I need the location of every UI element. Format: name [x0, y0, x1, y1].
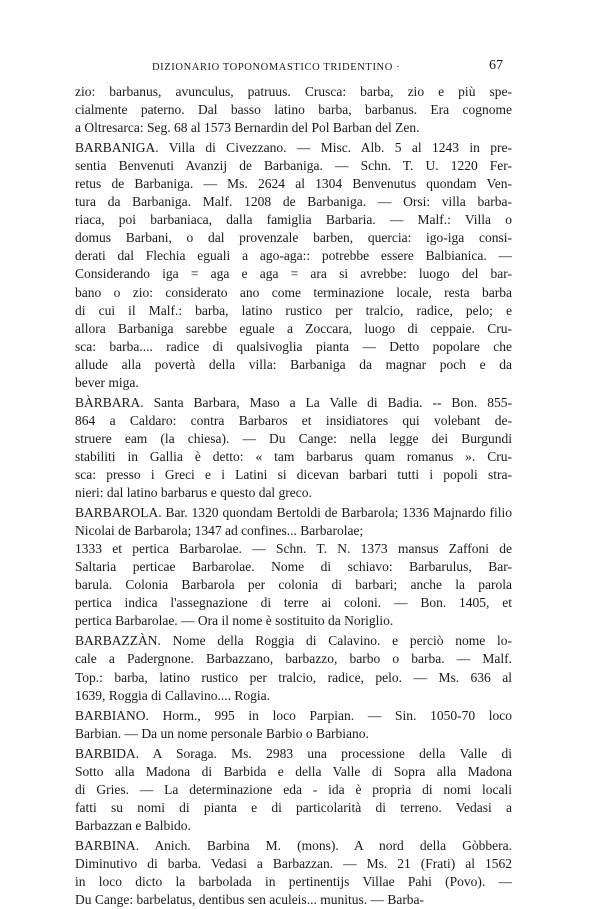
entry-barbida	[75, 745, 512, 835]
text-line: allude alla povertà della villa: Barbaniga da magnar poch e da	[75, 356, 512, 372]
text-line: Barbazzan e Balbido.	[75, 817, 191, 833]
entry-barbazzan	[75, 632, 512, 704]
text-line: retus de Barbaniga. — Ms. 2624 al 1304 Benvenutus quondam Ven-	[75, 176, 512, 192]
text-line: a Oltresarca: Seg. 68 al 1573 Bernardin del Pol Barban del Zen.	[75, 120, 420, 136]
paragraph	[75, 83, 512, 137]
text-line: allora Barbaniga sarebbe eguale a Zoccara, luogo di ceppaie. Cru-	[75, 320, 512, 336]
text-line: pertica indica l'assegnazione di terre ai coloni. — Bon. 1405, et	[75, 595, 512, 611]
text-line: sca: barba.... radice di qualsivoglia pianta — Detto popolare che	[75, 338, 512, 354]
text-line: bano o zio: considerato ano come terminazione locale, resta barba	[75, 284, 512, 300]
text-line: 864 a Caldaro: contra Barbaros et insidiatores qui volebant de-	[75, 412, 512, 428]
text-line: riaca, poi barbaniaca, dalla famiglia Barbaria. — Malf.: Villa o	[75, 212, 512, 228]
text-line: domus Barbani, o dal provenzale barben, quercia: igo-iga consi-	[75, 230, 512, 246]
text-line: BARBIDA. A Soraga. Ms. 2983 una processione della Valle di	[75, 745, 512, 761]
text-line: 1639, Roggia di Callavino.... Rogia.	[75, 687, 270, 703]
text-line: derati dal Flechia eguali a ago-aga:: potrebbe essere Balbianica. —	[75, 248, 512, 264]
text-line: zio: barbanus, avunculus, patruus. Crusca: barba, zio e più spe-	[75, 84, 512, 99]
body-text	[75, 83, 512, 909]
text-line: cale a Padergnone. Barbazzano, barbazzo, barbo o barba. — Malf.	[75, 651, 512, 667]
text-line: BARBAROLA. Bar. 1320 quondam Bertoldi de Barbarola; 1336 Majnardo filio Nicolai de Barbarola; 1347 ad confines... Barbarolae;	[75, 505, 512, 539]
text-line: BARBAZZÀN. Nome della Roggia di Calavino. e perciò nome lo-	[75, 633, 512, 649]
text-line: Considerando iga = aga e aga = ara si avrebbe: luogo del bar-	[75, 266, 512, 282]
text-line: cialmente paterno. Dal basso latino barba, barbanus. Era cognome	[75, 102, 512, 118]
text-line: Barbian. — Da un nome personale Barbio o Barbiano.	[75, 725, 369, 741]
page-number: 67	[489, 58, 503, 73]
text-line: bever miga.	[75, 374, 139, 390]
entry-barbiano	[75, 707, 512, 743]
text-line: Saltaria perticae Barbarolae. Nome di schiavo: Barbarulus, Bar-	[75, 559, 512, 575]
text-line: barula. Colonia Barbarola per colonia di barbari; anche la parola	[75, 577, 512, 593]
text-line: stabiliti in Gallia è detto: « tam barbarus quam romanus ». Cru-	[75, 448, 512, 464]
entry-barbaniga	[75, 139, 512, 392]
text-line: 1333 et pertica Barbarolae. — Schn. T. N. 1373 mansus Zaffoni de	[75, 541, 512, 557]
text-line: nieri: dal latino barbarus e questo dal greco.	[75, 485, 312, 501]
text-line: Top.: barba, latino rustico per tralcio, radice, pelo. — Ms. 636 al	[75, 669, 512, 685]
text-line: di cui il Malf.: barba, latino rustico per tralcio, radice, pelo; e	[75, 302, 512, 318]
text-line: fatti su nomi di pianta e di particolarità di terreno. Vedasi a	[75, 799, 512, 815]
running-title: DIZIONARIO TOPONOMASTICO TRIDENTINO ·	[152, 62, 401, 73]
entry-barbina	[75, 837, 512, 909]
text-line: BARBANIGA. Villa di Civezzano. — Misc. Alb. 5 al 1243 in pre-	[75, 140, 512, 156]
entry-barbara	[75, 394, 512, 502]
text-line: in loco dicto la barbolada in pertinentijs Villae Pahi (Povo). —	[75, 874, 512, 890]
text-line: struere eam (la chiesa). — Du Cange: nella legge dei Burgundi	[75, 430, 512, 446]
text-line: Du Cange: barbelatus, dentibus sen aculeis... munitus. — Barba-	[75, 892, 425, 908]
text-line: tura da Barbaniga. Malf. 1208 de Barbaniga. — Orsi: villa barba-	[75, 194, 512, 210]
text-line: BARBIANO. Horm., 995 in loco Parpian. — Sin. 1050-70 loco	[75, 707, 512, 723]
entry-barbarola	[75, 504, 512, 630]
text-line: sentia Benvenuti Avanzij de Barbaniga. — Schn. T. U. 1220 Fer-	[75, 158, 512, 174]
text-line: sca: presso i Greci e i Latini si dicevan barbari tutti i popoli stra-	[75, 466, 512, 482]
text-line: Diminutivo di barba. Vedasi a Barbazzan. — Ms. 21 (Frati) al 1562	[75, 855, 512, 871]
text-line: BARBINA. Anich. Barbina M. (mons). A nord della Gòbbera.	[75, 837, 512, 853]
text-line: Sotto alla Madona di Barbida e della Valle di Sopra alla Madona	[75, 763, 512, 779]
text-line: di Gries. — La determinazione eda - ida è propria di nomi locali	[75, 781, 512, 797]
text-line: pertica Barbarolae. — Ora il nome è sostituito da Noriglio.	[75, 613, 394, 629]
text-line: BÀRBARA. Santa Barbara, Maso a La Valle di Badia. -- Bon. 855-	[75, 394, 512, 410]
